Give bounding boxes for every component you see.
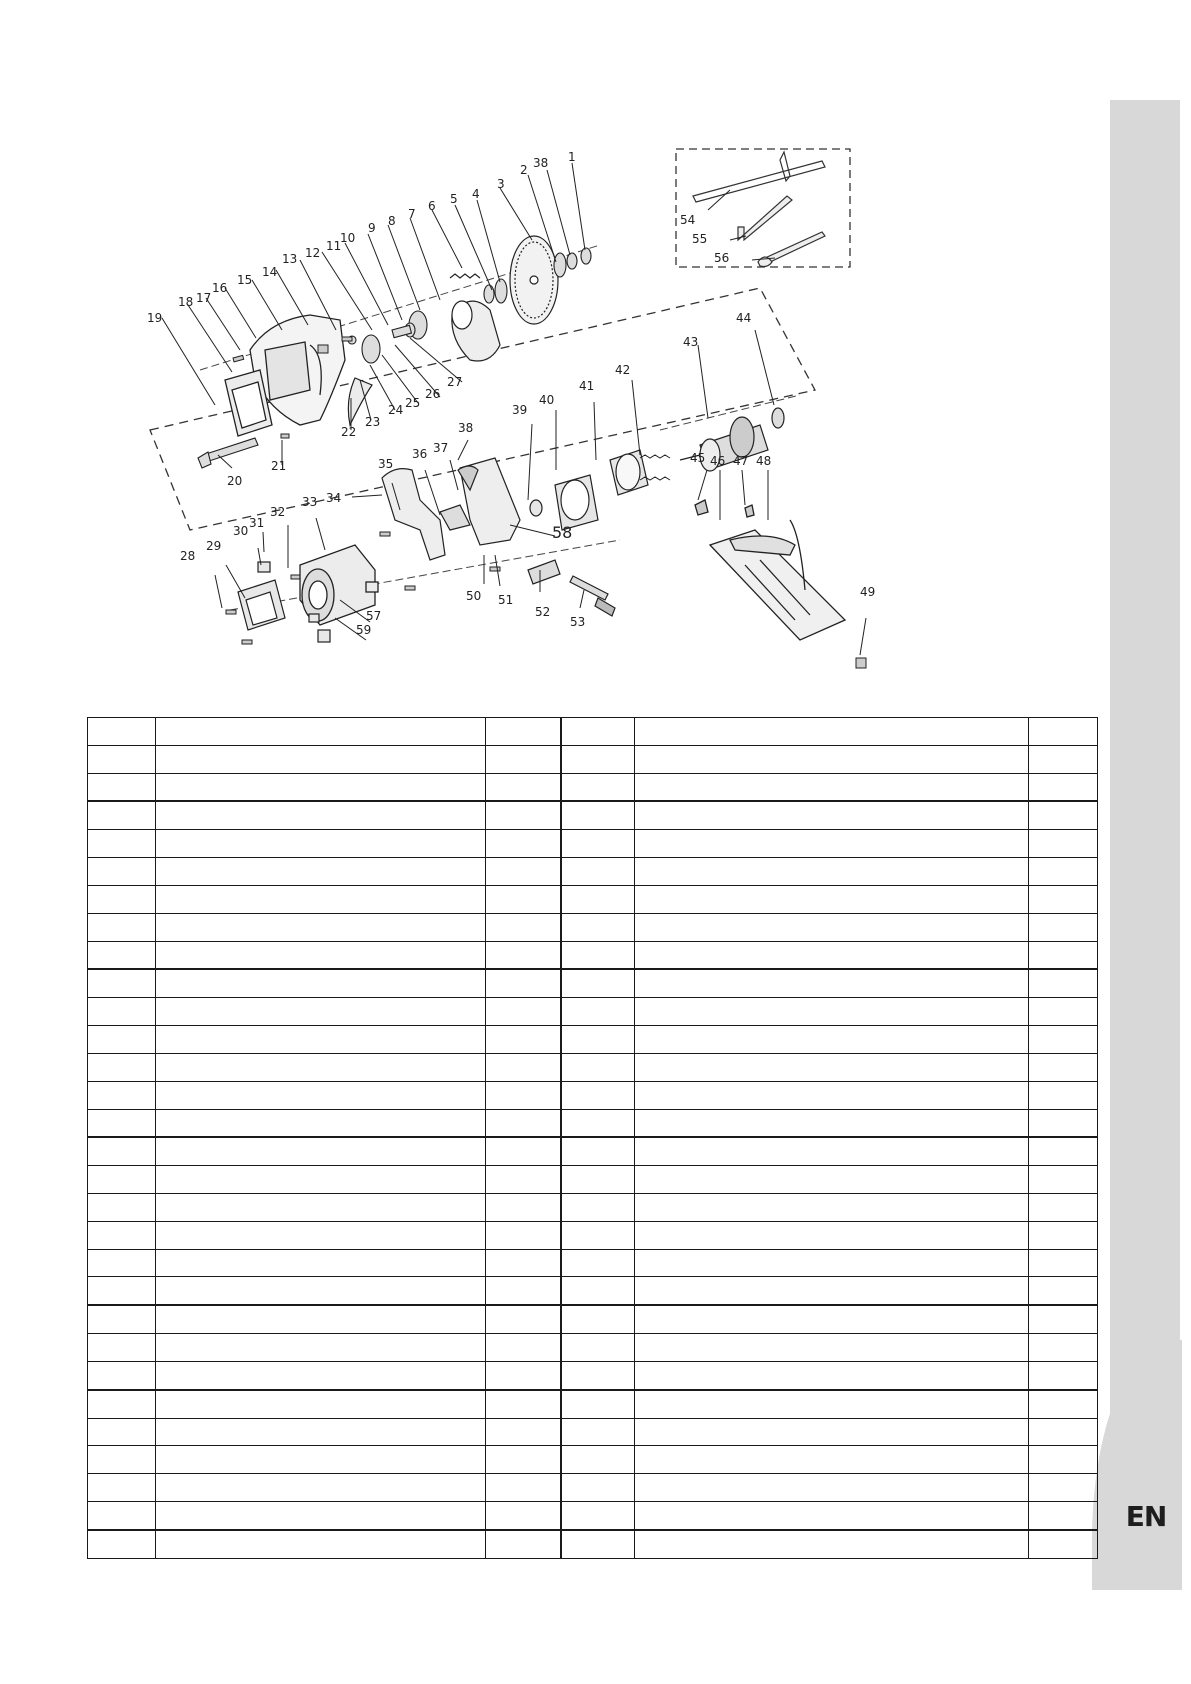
table-cell (635, 1109, 1029, 1137)
table-cell (156, 1081, 486, 1109)
table-cell (1029, 1418, 1098, 1446)
part-label: 15 (237, 273, 253, 287)
table-cell (88, 1474, 156, 1502)
table-row (88, 998, 1098, 1026)
table-cell (1029, 1249, 1098, 1277)
accessory-rod (693, 152, 825, 202)
table-cell (635, 1474, 1029, 1502)
table-cell (156, 1166, 486, 1194)
table-cell (88, 858, 156, 886)
part-label: 26 (425, 387, 441, 401)
part-label: 44 (736, 311, 752, 325)
table-cell (156, 858, 486, 886)
table-row (88, 969, 1098, 997)
table-row (88, 718, 1098, 746)
table-cell (635, 1166, 1029, 1194)
table-cell (88, 1502, 156, 1530)
table-cell (88, 1305, 156, 1333)
table-cell (635, 1194, 1029, 1222)
table-cell (1029, 1166, 1098, 1194)
table-cell (561, 1053, 635, 1081)
table-cell (1029, 1334, 1098, 1362)
table-cell (156, 1277, 486, 1305)
table-cell (1029, 1361, 1098, 1389)
table-row (88, 941, 1098, 969)
table-row (88, 1081, 1098, 1109)
table-cell (156, 1361, 486, 1389)
table-cell (1029, 1137, 1098, 1165)
table-cell (156, 913, 486, 941)
table-cell (88, 1530, 156, 1559)
part-label: 22 (341, 425, 357, 439)
table-cell (561, 1530, 635, 1559)
part-label: 19 (147, 311, 163, 325)
table-cell (486, 1137, 561, 1165)
table-cell (486, 1474, 561, 1502)
part-label: 8 (388, 214, 396, 228)
table-cell (88, 1026, 156, 1054)
table-cell (486, 1249, 561, 1277)
part-label: 12 (305, 246, 321, 260)
table-cell (88, 998, 156, 1026)
part-label: 58 (552, 523, 573, 542)
table-cell (486, 1418, 561, 1446)
table-cell (156, 1053, 486, 1081)
table-cell (635, 801, 1029, 829)
part-label: 50 (466, 589, 482, 603)
part-label: 25 (405, 396, 421, 410)
table-cell (1029, 1305, 1098, 1333)
table-cell (156, 1446, 486, 1474)
table-row (88, 1026, 1098, 1054)
table-cell (156, 1334, 486, 1362)
part-label: 30 (233, 524, 249, 538)
table-cell (88, 885, 156, 913)
table-cell (88, 1334, 156, 1362)
table-cell (486, 830, 561, 858)
table-cell (635, 858, 1029, 886)
language-label: EN (1125, 1500, 1167, 1533)
table-row (88, 830, 1098, 858)
part-label: 33 (302, 495, 318, 509)
table-cell (635, 1305, 1029, 1333)
table-cell (561, 1166, 635, 1194)
table-cell (1029, 1390, 1098, 1418)
table-cell (561, 858, 635, 886)
part-label: 23 (365, 415, 381, 429)
table-cell (486, 801, 561, 829)
table-cell (561, 1502, 635, 1530)
part-label: 43 (683, 335, 699, 349)
part-label: 49 (860, 585, 876, 599)
table-cell (486, 1053, 561, 1081)
table-cell (156, 830, 486, 858)
part-label: 45 (690, 451, 706, 465)
part-label: 27 (447, 375, 463, 389)
table-row (88, 1474, 1098, 1502)
part-label: 53 (570, 615, 586, 629)
table-cell (486, 885, 561, 913)
table-cell (88, 745, 156, 773)
part-label: 46 (710, 454, 726, 468)
table-cell (486, 1166, 561, 1194)
part-label: 1 (568, 150, 576, 164)
table-cell (156, 745, 486, 773)
spindle-gears (348, 311, 427, 363)
table-cell (561, 745, 635, 773)
table-cell (88, 1418, 156, 1446)
table-cell (1029, 1081, 1098, 1109)
part-label: 20 (227, 474, 243, 488)
part-label: 51 (498, 593, 514, 607)
table-cell (635, 1081, 1029, 1109)
table-cell (561, 969, 635, 997)
table-cell (156, 1137, 486, 1165)
part-label: 35 (378, 457, 394, 471)
table-cell (156, 998, 486, 1026)
table-cell (156, 1109, 486, 1137)
table-cell (486, 1221, 561, 1249)
part-label: 18 (178, 295, 194, 309)
table-cell (635, 1026, 1029, 1054)
table-cell (156, 885, 486, 913)
table-cell (635, 1361, 1029, 1389)
part-label: 56 (714, 251, 730, 265)
table-cell (1029, 941, 1098, 969)
part-label: 16 (212, 281, 228, 295)
table-cell (156, 1390, 486, 1418)
part-label: 48 (756, 454, 772, 468)
table-row (88, 913, 1098, 941)
side-tab-curve (1092, 1340, 1182, 1590)
table-cell (561, 830, 635, 858)
table-cell (156, 1026, 486, 1054)
part-label: 55 (692, 232, 708, 246)
table-cell (1029, 1026, 1098, 1054)
hex-key (738, 196, 792, 240)
table-cell (561, 1026, 635, 1054)
table-cell (156, 1474, 486, 1502)
table-cell (635, 1277, 1029, 1305)
part-label: 42 (615, 363, 631, 377)
part-label: 38 (533, 156, 549, 170)
table-cell (561, 1137, 635, 1165)
table-cell (486, 1305, 561, 1333)
table-cell (1029, 1194, 1098, 1222)
table-cell (1029, 1277, 1098, 1305)
table-cell (486, 941, 561, 969)
table-cell (1029, 830, 1098, 858)
part-label: 17 (196, 291, 212, 305)
table-row (88, 1166, 1098, 1194)
table-cell (486, 745, 561, 773)
table-row (88, 885, 1098, 913)
table-cell (1029, 1053, 1098, 1081)
table-cell (88, 969, 156, 997)
table-row (88, 1305, 1098, 1333)
table-cell (88, 773, 156, 801)
table-cell (156, 1530, 486, 1559)
guard-spring (450, 274, 480, 278)
table-cell (1029, 1530, 1098, 1559)
table-cell (486, 969, 561, 997)
table-cell (1029, 801, 1098, 829)
table-cell (88, 1361, 156, 1389)
table-cell (561, 885, 635, 913)
table-cell (156, 1305, 486, 1333)
table-cell (635, 830, 1029, 858)
table-row (88, 1221, 1098, 1249)
table-cell (561, 1418, 635, 1446)
table-row (88, 1109, 1098, 1137)
table-cell (486, 998, 561, 1026)
field-coil (530, 450, 648, 530)
table-cell (88, 1166, 156, 1194)
table-row (88, 1418, 1098, 1446)
table-cell (88, 1053, 156, 1081)
part-label: 52 (535, 605, 551, 619)
part-label: 39 (512, 403, 528, 417)
table-cell (88, 718, 156, 746)
table-cell (88, 1081, 156, 1109)
table-cell (1029, 1109, 1098, 1137)
table-cell (486, 1446, 561, 1474)
table-cell (88, 1277, 156, 1305)
table-row (88, 801, 1098, 829)
table-cell (156, 1418, 486, 1446)
table-cell (88, 1446, 156, 1474)
table-cell (635, 745, 1029, 773)
table-cell (88, 830, 156, 858)
table-row (88, 1446, 1098, 1474)
part-label: 24 (388, 403, 404, 417)
table-cell (561, 998, 635, 1026)
part-label: 57 (366, 609, 382, 623)
table-cell (1029, 1474, 1098, 1502)
table-cell (1029, 1502, 1098, 1530)
table-cell (561, 1249, 635, 1277)
table-cell (486, 1334, 561, 1362)
table-cell (486, 1502, 561, 1530)
table-cell (486, 1361, 561, 1389)
table-cell (635, 773, 1029, 801)
table-row (88, 1053, 1098, 1081)
table-cell (156, 718, 486, 746)
table-cell (635, 969, 1029, 997)
table-cell (635, 941, 1029, 969)
table-row (88, 858, 1098, 886)
part-label: 4 (472, 187, 480, 201)
table-cell (88, 1221, 156, 1249)
table-cell (1029, 969, 1098, 997)
table-cell (88, 1249, 156, 1277)
table-cell (156, 801, 486, 829)
table-row (88, 1390, 1098, 1418)
table-row (88, 1277, 1098, 1305)
table-cell (561, 1334, 635, 1362)
part-label: 47 (733, 454, 749, 468)
table-cell (561, 773, 635, 801)
table-cell (635, 1137, 1029, 1165)
table-row (88, 1530, 1098, 1559)
part-label: 21 (271, 459, 287, 473)
table-cell (156, 1502, 486, 1530)
table-cell (561, 718, 635, 746)
table-cell (88, 1109, 156, 1137)
table-cell (1029, 773, 1098, 801)
table-cell (1029, 745, 1098, 773)
table-cell (1029, 718, 1098, 746)
part-label: 59 (356, 623, 372, 637)
table-cell (561, 1081, 635, 1109)
table-cell (486, 718, 561, 746)
table-row (88, 1249, 1098, 1277)
part-label: 5 (450, 192, 458, 206)
part-label: 6 (428, 199, 436, 213)
table-cell (561, 1361, 635, 1389)
table-cell (88, 1194, 156, 1222)
table-cell (486, 1026, 561, 1054)
part-label: 10 (340, 231, 356, 245)
table-cell (486, 1530, 561, 1559)
table-cell (486, 1081, 561, 1109)
table-cell (635, 1053, 1029, 1081)
part-label: 9 (368, 221, 376, 235)
part-label: 41 (579, 379, 595, 393)
table-cell (156, 941, 486, 969)
table-cell (1029, 998, 1098, 1026)
table-cell (635, 1446, 1029, 1474)
table-cell (1029, 1446, 1098, 1474)
table-cell (156, 969, 486, 997)
table-cell (156, 773, 486, 801)
part-label: 14 (262, 265, 278, 279)
table-cell (635, 718, 1029, 746)
lower-guard (452, 301, 500, 361)
table-cell (561, 941, 635, 969)
part-label: 36 (412, 447, 428, 461)
table-row (88, 1502, 1098, 1530)
table-cell (88, 941, 156, 969)
table-cell (88, 1390, 156, 1418)
table-cell (561, 1446, 635, 1474)
part-label: 31 (249, 516, 265, 530)
wrench (758, 232, 825, 267)
table-row (88, 1194, 1098, 1222)
table-cell (561, 913, 635, 941)
table-cell (88, 801, 156, 829)
table-cell (486, 1194, 561, 1222)
table-row (88, 745, 1098, 773)
table-cell (635, 1390, 1029, 1418)
exploded-parts-diagram (0, 0, 1191, 700)
table-cell (635, 1249, 1029, 1277)
part-label: 2 (520, 163, 528, 177)
table-cell (635, 885, 1029, 913)
part-label: 3 (497, 177, 505, 191)
part-label: 32 (270, 505, 286, 519)
table-cell (635, 1502, 1029, 1530)
table-cell (635, 913, 1029, 941)
table-cell (561, 1277, 635, 1305)
table-cell (561, 1194, 635, 1222)
table-cell (486, 913, 561, 941)
table-cell (561, 1109, 635, 1137)
table-cell (486, 773, 561, 801)
handle-bolt (198, 438, 258, 468)
table-row (88, 773, 1098, 801)
table-cell (635, 1530, 1029, 1559)
table-cell (88, 913, 156, 941)
table-cell (635, 1334, 1029, 1362)
handle-housing (382, 458, 520, 560)
saw-blade (510, 236, 558, 324)
table-cell (156, 1194, 486, 1222)
table-cell (1029, 885, 1098, 913)
table-cell (561, 801, 635, 829)
part-label: 29 (206, 539, 222, 553)
part-label: 11 (326, 239, 342, 253)
table-cell (561, 1474, 635, 1502)
table-cell (561, 1305, 635, 1333)
part-label: 54 (680, 213, 696, 227)
parts-list-table (87, 717, 1098, 1559)
table-cell (156, 1249, 486, 1277)
table-row (88, 1334, 1098, 1362)
table-cell (561, 1221, 635, 1249)
table-cell (88, 1137, 156, 1165)
part-label: 13 (282, 252, 298, 266)
part-label: 28 (180, 549, 196, 563)
base-plate (695, 500, 845, 640)
table-row (88, 1361, 1098, 1389)
part-label: 34 (326, 491, 342, 505)
table-cell (1029, 858, 1098, 886)
table-cell (635, 1221, 1029, 1249)
brush-spring-a (640, 455, 670, 458)
table-cell (635, 1418, 1029, 1446)
table-row (88, 1137, 1098, 1165)
part-label: 38 (458, 421, 474, 435)
part-label: 37 (433, 441, 449, 455)
part-label: 40 (539, 393, 555, 407)
table-cell (486, 1390, 561, 1418)
table-cell (156, 1221, 486, 1249)
table-cell (486, 858, 561, 886)
table-cell (486, 1109, 561, 1137)
table-cell (561, 1390, 635, 1418)
table-cell (486, 1277, 561, 1305)
table-cell (635, 998, 1029, 1026)
part-label: 7 (408, 207, 416, 221)
table-cell (1029, 913, 1098, 941)
table-cell (1029, 1221, 1098, 1249)
